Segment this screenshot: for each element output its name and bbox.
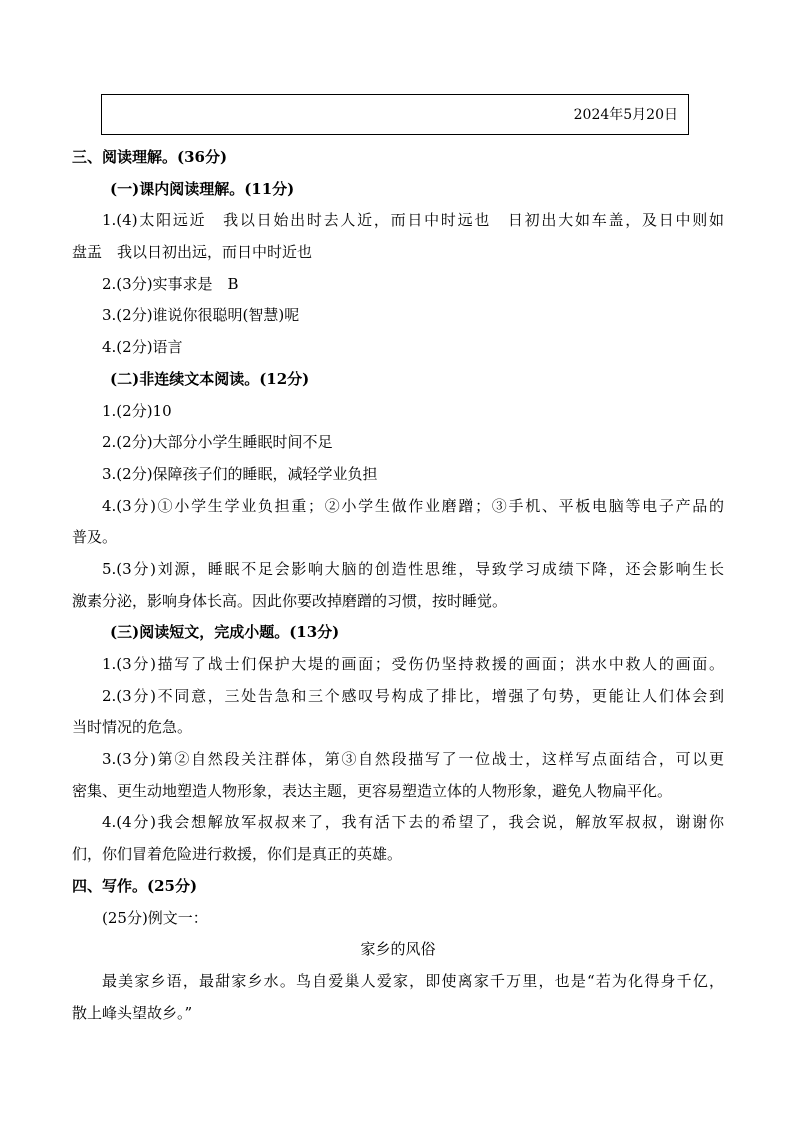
answer-line: 盘盂 我以日初出远，而日中时近也: [72, 243, 313, 262]
part-one-heading: (一)课内阅读理解。(11分): [110, 179, 295, 198]
essay-paragraph-line: 散上峰头望故乡。”: [72, 1003, 193, 1022]
answer-line: 2.(3分)实事求是 B: [102, 274, 239, 293]
part-two-heading: (二)非连续文本阅读。(12分): [110, 369, 310, 388]
answer-line: 1.(4)太阳远近 我以日始出时去人近，而日中时远也 日初出大如车盖，及日中则如: [102, 211, 724, 230]
answer-line: 4.(2分)语言: [102, 338, 183, 357]
part-three-heading: (三)阅读短文，完成小题。(13分): [110, 623, 340, 642]
section-four-heading: 四、写作。(25分): [72, 876, 198, 895]
answer-line: 2.(3分)不同意，三处告急和三个感叹号构成了排比，增强了句势，更能让人们体会到: [102, 686, 724, 705]
answer-line: 1.(2分)10: [102, 401, 172, 420]
answer-line: 5.(3分)刘源，睡眠不足会影响大脑的创造性思维，导致学习成绩下降，还会影响生长: [102, 559, 724, 578]
answer-line: 3.(2分)保障孩子们的睡眠，减轻学业负担: [102, 464, 378, 483]
essay-intro: (25分)例文一：: [102, 908, 208, 927]
answer-line: 密集、更生动地塑造人物形象，表达主题，更容易塑造立体的人物形象，避免人物扁平化。: [72, 781, 673, 800]
essay-title: 家乡的风俗: [360, 940, 436, 959]
document-body: [72, 142, 724, 1029]
answer-line: 普及。: [72, 528, 118, 547]
essay-paragraph-line: 最美家乡语，最甜家乡水。鸟自爱巢人爱家，即使离家千万里，也是“若为化得身千亿，: [102, 971, 724, 990]
section-three-heading: 三、阅读理解。(36分): [72, 148, 228, 166]
answer-line: 4.(4分)我会想解放军叔叔来了，我有活下去的希望了，我会说，解放军叔叔，谢谢你: [102, 813, 724, 832]
answer-line: 3.(3分)第②自然段关注群体，第③自然段描写了一位战士，这样写点面结合，可以更: [102, 750, 724, 769]
answer-line: 们，你们冒着危险进行救援，你们是真正的英雄。: [72, 845, 403, 864]
answer-line: 1.(3分)描写了战士们保护大堤的画面；受伤仍坚持救援的画面；洪水中救人的画面。: [102, 655, 724, 673]
document-date: 2024年5月20日: [573, 107, 678, 123]
header-box: [101, 94, 689, 135]
answer-line: 当时情况的危急。: [72, 718, 193, 737]
answer-line: 4.(3分)①小学生学业负担重；②小学生做作业磨蹭；③手机、平板电脑等电子产品的: [102, 496, 724, 515]
answer-line: 3.(2分)谁说你很聪明(智慧)呢: [102, 306, 300, 325]
answer-line: 2.(2分)大部分小学生睡眠时间不足: [102, 433, 333, 452]
answer-line: 激素分泌，影响身体长高。因此你要改掉磨蹭的习惯，按时睡觉。: [72, 591, 508, 610]
